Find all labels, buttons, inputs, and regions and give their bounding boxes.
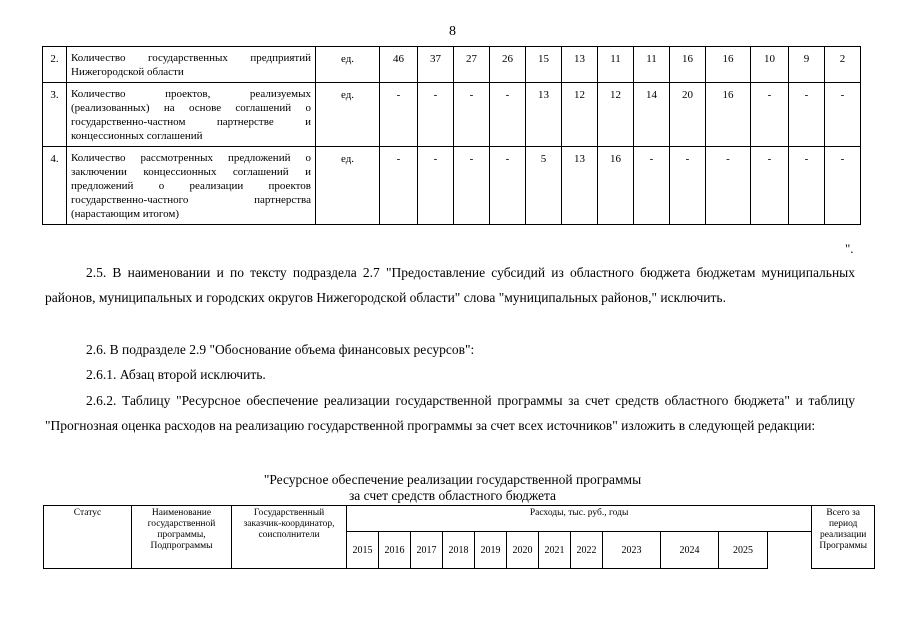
value-cell: 12 [562, 83, 598, 147]
value-cell: 13 [562, 147, 598, 225]
year-header: 2018 [443, 532, 475, 569]
year-header: 2021 [539, 532, 571, 569]
indicators-table [42, 46, 861, 225]
resource-table [43, 505, 875, 569]
row-number: 3. [43, 83, 67, 147]
value-cell: 27 [454, 47, 490, 83]
value-cell: 12 [598, 83, 634, 147]
header-program-name: Наименование государственной программы, Подпрограммы [132, 506, 232, 569]
value-cell: - [634, 147, 670, 225]
year-header: 2022 [571, 532, 603, 569]
table2-title-line1: "Ресурсное обеспечение реализации государственной программы [263, 472, 642, 487]
table-row [43, 147, 861, 225]
value-cell: 9 [789, 47, 825, 83]
value-cell: 16 [598, 147, 634, 225]
value-cell: 16 [706, 83, 751, 147]
value-cell: 14 [634, 83, 670, 147]
value-cell: 15 [526, 47, 562, 83]
value-cell: 2 [825, 47, 861, 83]
value-cell: - [418, 147, 454, 225]
year-header: 2017 [411, 532, 443, 569]
row-number: 4. [43, 147, 67, 225]
value-cell: 16 [706, 47, 751, 83]
value-cell: 13 [562, 47, 598, 83]
indicator-description: Количество рассмотренных предложений о заключении концессионных соглашений и предложений о реализации проектов государственно-частного партнерства (нарастающим итогом) [67, 147, 316, 225]
unit-cell: ед. [316, 147, 380, 225]
value-cell: - [751, 147, 789, 225]
header-total: Всего за период реализации Программы [812, 506, 875, 569]
value-cell: 46 [380, 47, 418, 83]
year-header: 2019 [475, 532, 507, 569]
unit-cell: ед. [316, 47, 380, 83]
unit-cell: ед. [316, 83, 380, 147]
row-number: 2. [43, 47, 67, 83]
value-cell: - [490, 147, 526, 225]
value-cell: 11 [598, 47, 634, 83]
value-cell: - [380, 83, 418, 147]
value-cell: - [454, 147, 490, 225]
value-cell: 10 [751, 47, 789, 83]
year-header: 2020 [507, 532, 539, 569]
table2-title-line2: за счет средств областного бюджета [348, 488, 557, 503]
year-header: 2016 [379, 532, 411, 569]
header-expenses: Расходы, тыс. руб., годы [347, 506, 812, 532]
header-status: Статус [44, 506, 132, 569]
value-cell: 37 [418, 47, 454, 83]
value-cell: - [418, 83, 454, 147]
value-cell: - [454, 83, 490, 147]
value-cell: 5 [526, 147, 562, 225]
year-header: 2023 [603, 532, 661, 569]
closing-quote: ". [845, 241, 854, 256]
paragraph-2-6: 2.6. В подразделе 2.9 "Обоснование объема финансовых ресурсов": [86, 342, 475, 357]
value-cell: 13 [526, 83, 562, 147]
value-cell: - [825, 147, 861, 225]
value-cell: - [490, 83, 526, 147]
value-cell: - [706, 147, 751, 225]
table-row [43, 83, 861, 147]
indicator-description: Количество государственных предприятий Нижегородской области [67, 47, 316, 83]
value-cell: 26 [490, 47, 526, 83]
page-number: 8 [449, 24, 456, 39]
value-cell: - [789, 147, 825, 225]
header-coordinator: Государственный заказчик-координатор, соисполнители [232, 506, 347, 569]
indicator-description: Количество проектов, реализуемых (реализованных) на основе соглашений о государственно-частном партнерстве и концессионных соглашений [67, 83, 316, 147]
year-header: 2025 [719, 532, 768, 569]
value-cell: - [825, 83, 861, 147]
table-row [43, 47, 861, 83]
year-header: 2015 [347, 532, 379, 569]
paragraph-2-6-2: 2.6.2. Таблицу "Ресурсное обеспечение реализации государственной программы за счет средств областного бюджета" и таблицу "Прогнозная оценка расходов на реализацию государственной программы за счет всех источников" изложить в следующей редакции: [45, 393, 855, 433]
year-header: 2024 [661, 532, 719, 569]
paragraph-2-5: 2.5. В наименовании и по тексту подраздела 2.7 "Предоставление субсидий из областного бюджета бюджетам муниципальных районов, муниципальных и городских округов Нижегородской области" слова "муниципальных районов," исключить. [45, 265, 855, 305]
value-cell: - [751, 83, 789, 147]
value-cell: 20 [670, 83, 706, 147]
value-cell: 16 [670, 47, 706, 83]
value-cell: - [670, 147, 706, 225]
value-cell: - [789, 83, 825, 147]
value-cell: 11 [634, 47, 670, 83]
paragraph-2-6-1: 2.6.1. Абзац второй исключить. [86, 367, 266, 382]
value-cell: - [380, 147, 418, 225]
